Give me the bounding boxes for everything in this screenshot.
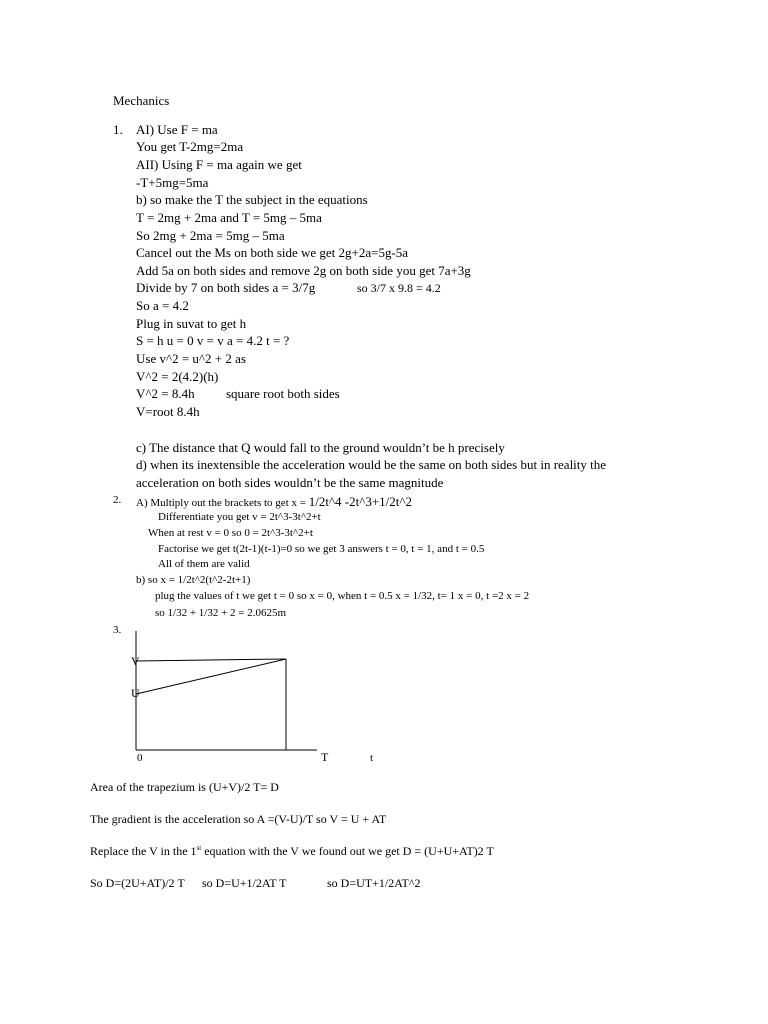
q1-line: c) The distance that Q would fall to the ground wouldn’t be h precisely	[136, 440, 505, 455]
graph-label-origin: 0	[137, 752, 143, 764]
graph-label-big-t: T	[321, 750, 329, 764]
q2-line-a-expression: 1/2t^4 -2t^3+1/2t^2	[308, 494, 412, 509]
q1-sqrt-note: square root both sides	[226, 386, 340, 401]
q1-line: -T+5mg=5ma	[136, 175, 209, 190]
q1-line: T = 2mg + 2ma and T = 5mg – 5ma	[136, 210, 322, 225]
graph-velocity-line	[136, 659, 286, 694]
q1-line: Divide by 7 on both sides a = 3/7g	[136, 280, 316, 295]
q1-line: Add 5a on both sides and remove 2g on both side you get 7a+3g	[136, 263, 471, 278]
q2-line: b) so x = 1/2t^2(t^2-2t+1)	[136, 574, 251, 586]
q2-line: plug the values of t we get t = 0 so x = 0, when t = 0.5 x = 1/32, t= 1 x = 0, t =2 x = 2	[155, 590, 530, 602]
q1-line: V^2 = 8.4h	[136, 386, 195, 401]
q1-line: S = h u = 0 v = v a = 4.2 t = ?	[136, 333, 290, 348]
q1-line: So 2mg + 2ma = 5mg – 5ma	[136, 228, 285, 243]
graph-label-u: U	[131, 686, 140, 700]
replace-prefix: Replace the V in the 1	[90, 844, 197, 858]
area-statement: Area of the trapezium is (U+V)/2 T= D	[90, 780, 279, 794]
final-result-1: So D=(2U+AT)/2 T	[90, 876, 185, 890]
q2-line: When at rest v = 0 so 0 = 2t^3-3t^2+t	[148, 527, 313, 539]
q1-line: So a = 4.2	[136, 298, 189, 313]
q1-line: acceleration on both sides wouldn’t be the same magnitude	[136, 475, 444, 490]
final-result-2: so D=U+1/2AT T	[202, 876, 287, 890]
q1-line: V^2 = 2(4.2)(h)	[136, 369, 219, 384]
replace-suffix: equation with the V we found out we get D = (U+U+AT)2 T	[201, 844, 494, 858]
replace-statement	[90, 845, 494, 857]
final-result-3: so D=UT+1/2AT^2	[327, 876, 421, 890]
q1-line: d) when its inextensible the acceleration would be the same on both sides but in reality the	[136, 457, 607, 472]
q1-line: AII) Using F = ma again we get	[136, 157, 302, 172]
q2-line: All of them are valid	[158, 558, 250, 570]
question-2-number: 2.	[113, 494, 122, 506]
q1-divide-note: so 3/7 x 9.8 = 4.2	[357, 281, 441, 295]
q1-line: b) so make the T the subject in the equations	[136, 192, 368, 207]
q1-line: You get T-2mg=2ma	[136, 139, 244, 154]
q2-line: so 1/32 + 1/32 + 2 = 2.0625m	[155, 607, 287, 619]
q1-line: V=root 8.4h	[136, 404, 200, 419]
graph-label-small-t: t	[370, 752, 374, 764]
question-1-number: 1.	[113, 122, 123, 137]
q2-line: Differentiate you get v = 2t^3-3t^2+t	[158, 511, 321, 523]
graph-label-v: V	[131, 654, 140, 668]
q2-line: Factorise we get t(2t-1)(t-1)=0 so we get 3 answers t = 0, t = 1, and t = 0.5	[158, 543, 485, 555]
q1-line: Use v^2 = u^2 + 2 as	[136, 351, 246, 366]
q1-line: Cancel out the Ms on both side we get 2g+2a=5g-5a	[136, 245, 409, 260]
graph-top-line	[136, 659, 286, 661]
replace-superscript: st	[196, 844, 202, 852]
gradient-statement: The gradient is the acceleration so A =(V-U)/T so V = U + AT	[90, 812, 387, 826]
q1-line: AI) Use F = ma	[136, 122, 218, 137]
question-3-number: 3.	[113, 624, 122, 636]
q1-line: Plug in suvat to get h	[136, 316, 247, 331]
page-title: Mechanics	[113, 93, 170, 108]
q2-line-a-prefix: A) Multiply out the brackets to get x =	[136, 497, 309, 509]
